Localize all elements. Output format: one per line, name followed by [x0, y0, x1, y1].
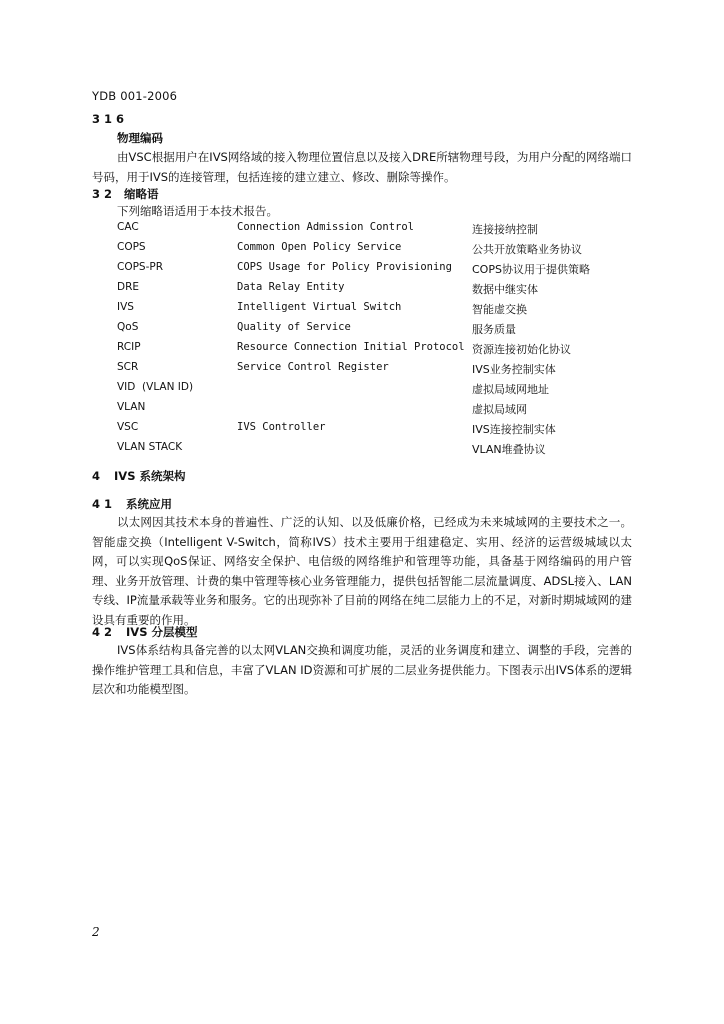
abbr-cell: COPS-PR: [117, 261, 164, 273]
section-4-2-title: IVS 分层模型: [126, 625, 198, 639]
abbr-cell: DRE: [117, 281, 140, 293]
table-row: [0, 301, 724, 321]
chinese-cell: 服务质量: [472, 323, 516, 336]
table-row: [0, 241, 724, 261]
chinese-cell: 连接接纳控制: [472, 223, 538, 236]
section-3-2-number: 3 2: [92, 187, 113, 201]
chinese-cell: 虚拟局域网地址: [472, 383, 549, 396]
english-cell: Quality of Service: [237, 321, 351, 333]
chinese-cell: IVS业务控制实体: [472, 363, 556, 376]
section-3-1-6-title: 物理编码: [117, 131, 163, 145]
section-4-heading: [92, 468, 186, 484]
section-4-2-paragraph: IVS体系结构具备完善的以太网VLAN交换和调度功能，灵活的业务调度和建立、调整的手段，完善的操作维护管理工具和信息，丰富了VLAN ID资源和可扩展的二层业务提供能力。下图表示出IVS体系的逻辑层次和功能模型图。: [92, 643, 632, 696]
english-cell: Common Open Policy Service: [237, 241, 402, 253]
section-4-title: IVS 系统架构: [114, 469, 186, 483]
chinese-cell: 数据中继实体: [472, 283, 538, 296]
section-4-2-number: 4 2: [92, 625, 113, 639]
section-4-2-heading: [92, 624, 198, 640]
chinese-cell: 智能虚交换: [472, 303, 527, 316]
document-id: YDB 001-2006: [92, 89, 178, 103]
abbr-cell: VSC: [117, 421, 139, 433]
table-row: [0, 441, 724, 461]
abbr-cell: VID (VLAN ID): [117, 381, 194, 393]
section-4-1-paragraph: 以太网因其技术本身的普遍性、广泛的认知、以及低廉价格，已经成为未来城域网的主要技术之一。智能虚交换（Intelligent V-Switch，简称IVS）技术主要用于组建稳定、实用、经济的运营级城域以太网，可以实现QoS保证、网络安全保护、电信级的网络维护和管理等功能，具备基于网络编码的用户管理、业务开放管理、计费的集中管理等核心业务管理能力，提供包括智能二层流量调度、ADSL接入、LAN专线、IP流量承载等业务和服务。它的出现弥补了目前的网络在纯二层能力上的不足，对新时期城域网的建设具有重要的作用。: [92, 515, 632, 627]
section-4-number: 4: [92, 469, 101, 483]
section-3-1-6-number: 3 1 6: [92, 112, 125, 126]
abbr-cell: CAC: [117, 221, 139, 233]
section-3-1-6-paragraph: 由VSC根据用户在IVS网络域的接入物理位置信息以及接入DRE所辖物理号段，为用户分配的网络端口号码，用于IVS的连接管理，包括连接的建立建立、修改、删除等操作。: [92, 150, 632, 184]
english-cell: IVS Controller: [237, 421, 326, 433]
chinese-cell: 公共开放策略业务协议: [472, 243, 582, 256]
abbr-cell: RCIP: [117, 341, 141, 353]
chinese-cell: IVS连接控制实体: [472, 423, 556, 436]
table-row: [0, 381, 724, 401]
abbr-cell: QoS: [117, 321, 139, 333]
chinese-cell: 资源连接初始化协议: [472, 343, 571, 356]
chinese-cell: COPS协议用于提供策略: [472, 263, 590, 276]
abbr-cell: SCR: [117, 361, 139, 373]
english-cell: Service Control Register: [237, 361, 389, 373]
table-row: [0, 281, 724, 301]
table-row: [0, 261, 724, 281]
section-4-1-title: 系统应用: [126, 497, 173, 511]
table-row: [0, 421, 724, 441]
chinese-cell: 虚拟局域网: [472, 403, 527, 416]
section-4-1-heading: [92, 496, 172, 512]
table-row: [0, 321, 724, 341]
abbr-cell: IVS: [117, 301, 134, 313]
abbr-cell: VLAN: [117, 401, 146, 413]
abbr-cell: VLAN STACK: [117, 441, 183, 453]
section-3-2-intro: 下列缩略语适用于本技术报告。: [117, 204, 278, 218]
english-cell: COPS Usage for Policy Provisioning: [237, 261, 452, 273]
table-row: [0, 361, 724, 381]
english-cell: Resource Connection Initial Protocol: [237, 341, 465, 353]
table-row: [0, 401, 724, 421]
page-number: 2: [92, 925, 100, 939]
section-4-1-number: 4 1: [92, 497, 113, 511]
table-row: [0, 221, 724, 241]
section-3-2-title: 缩略语: [124, 187, 159, 201]
english-cell: Data Relay Entity: [237, 281, 345, 293]
abbr-cell: COPS: [117, 241, 146, 253]
section-3-2-heading: [92, 186, 159, 202]
english-cell: Intelligent Virtual Switch: [237, 301, 402, 313]
table-row: [0, 341, 724, 361]
english-cell: Connection Admission Control: [237, 221, 415, 233]
chinese-cell: VLAN堆叠协议: [472, 443, 546, 456]
